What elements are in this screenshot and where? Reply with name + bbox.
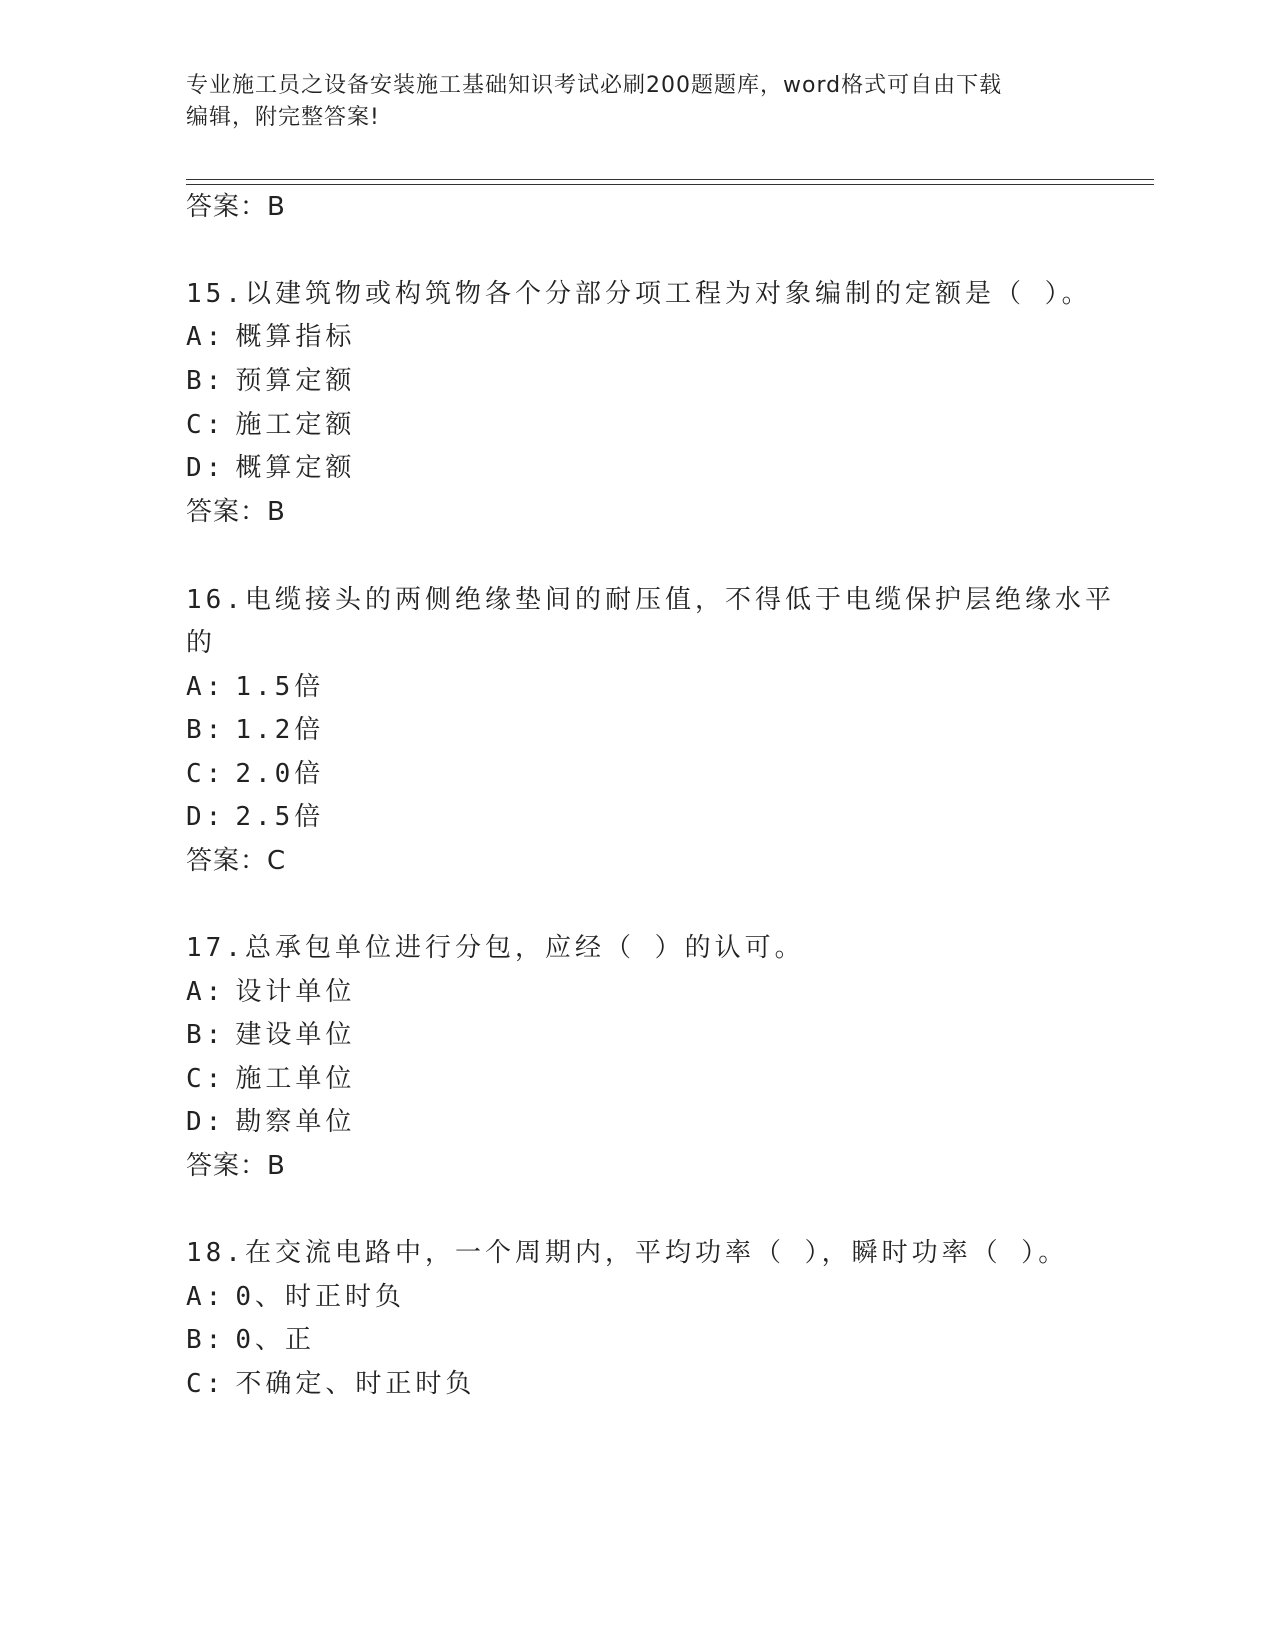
option-text: 预算定额 — [235, 366, 356, 396]
header-divider-bottom — [186, 184, 1154, 185]
option-label: A: — [186, 672, 226, 702]
option-label: C: — [186, 410, 226, 440]
question-15-option-c — [186, 408, 355, 442]
question-17-option-c — [186, 1062, 355, 1096]
question-15-option-b — [186, 364, 355, 398]
question-16-option-a — [186, 670, 324, 704]
option-label: A: — [186, 1282, 226, 1312]
option-label: D: — [186, 1107, 226, 1137]
option-text: 概算指标 — [235, 322, 356, 352]
option-text: 不确定、时正时负 — [235, 1369, 476, 1399]
question-15-stem: 15.以建筑物或构筑物各个分部分项工程为对象编制的定额是（ ）。 — [186, 279, 1092, 309]
question-17-option-a — [186, 975, 355, 1009]
header-line-2: 编辑，附完整答案! — [186, 105, 380, 130]
option-label: C: — [186, 1064, 226, 1094]
question-18-stem: 18.在交流电路中，一个周期内，平均功率（ ），瞬时功率（ ）。 — [186, 1238, 1069, 1268]
option-text: 施工定额 — [235, 410, 356, 440]
option-label: A: — [186, 322, 226, 352]
option-text: 1.5倍 — [235, 672, 325, 702]
question-17-option-b — [186, 1018, 355, 1052]
option-text: 1.2倍 — [235, 715, 325, 745]
question-16-option-d — [186, 800, 324, 834]
question-17-answer: 答案：B — [186, 1151, 286, 1181]
question-16-option-c — [186, 757, 324, 791]
question-16-option-b — [186, 713, 324, 747]
option-label: B: — [186, 366, 226, 396]
option-text: 2.0倍 — [235, 759, 325, 789]
option-label: D: — [186, 453, 226, 483]
question-16-answer: 答案：C — [186, 846, 287, 876]
header-divider-top — [186, 179, 1154, 180]
question-15-option-a — [186, 320, 355, 354]
question-18-option-a — [186, 1280, 405, 1314]
option-text: 2.5倍 — [235, 802, 325, 832]
question-15-answer: 答案：B — [186, 497, 286, 527]
question-16-stem-line-1: 16.电缆接头的两侧绝缘垫间的耐压值，不得低于电缆保护层绝缘水平 — [186, 585, 1115, 615]
question-18-option-b — [186, 1323, 315, 1357]
option-text: 0、正 — [235, 1325, 315, 1355]
option-text: 设计单位 — [235, 977, 356, 1007]
option-label: C: — [186, 759, 226, 789]
option-text: 勘察单位 — [235, 1107, 356, 1137]
option-label: D: — [186, 802, 226, 832]
question-17-stem: 17.总承包单位进行分包，应经（ ）的认可。 — [186, 933, 805, 963]
option-label: A: — [186, 977, 226, 1007]
question-18-option-c — [186, 1367, 475, 1401]
question-16-stem-line-2: 的 — [186, 628, 217, 658]
option-label: B: — [186, 1020, 226, 1050]
option-label: C: — [186, 1369, 226, 1399]
option-text: 建设单位 — [235, 1020, 356, 1050]
document-header — [186, 70, 1086, 134]
question-15-option-d — [186, 451, 355, 485]
option-text: 概算定额 — [235, 453, 356, 483]
option-label: B: — [186, 715, 226, 745]
header-line-1: 专业施工员之设备安装施工基础知识考试必刷200题题库，word格式可自由下载 — [186, 73, 1003, 98]
option-label: B: — [186, 1325, 226, 1355]
answer-previous: 答案：B — [186, 192, 286, 222]
option-text: 0、时正时负 — [235, 1282, 405, 1312]
question-17-option-d — [186, 1105, 355, 1139]
option-text: 施工单位 — [235, 1064, 356, 1094]
